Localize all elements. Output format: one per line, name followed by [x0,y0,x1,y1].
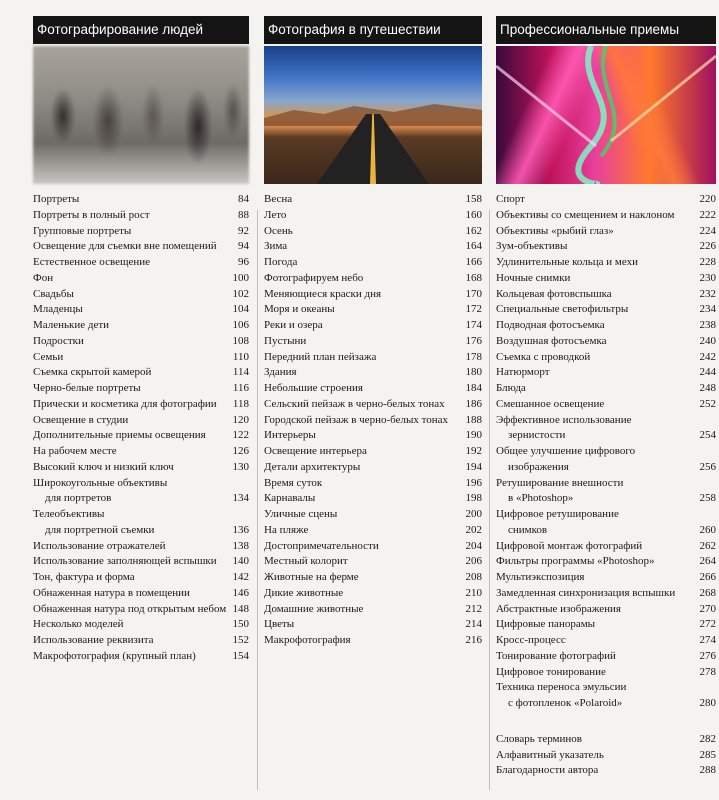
toc-entry-label: Фотографируем небо [264,271,364,284]
toc-entry-label: Освещение интерьера [264,445,367,457]
toc-entry-label: Животные на ферме [264,571,359,583]
toc-entry-label: Прически и косметика для фотографии [33,397,217,410]
toc-entry-page: 158 [465,193,482,205]
toc-entry [33,397,249,413]
toc-entry-label: Погода [264,256,298,268]
toc-entry-label: Портреты в полный рост [33,208,150,221]
toc-entry [264,586,482,602]
toc-entry [496,617,716,633]
toc-entry-label: Маленькие дети [33,319,110,331]
toc-entry-page: 102 [232,287,249,300]
toc-entry-label: Уличные сцены [264,508,338,520]
toc-entry-label: Телеобъективы [33,508,105,520]
toc-entry-label: Алфавитный указатель [496,748,604,761]
toc-entry [496,334,716,350]
toc-entry-page: 224 [699,224,716,237]
toc-entry [264,460,482,476]
toc-entry-label: Освещение для съемки вне помещений [33,240,217,253]
toc-entry [264,523,482,539]
toc-entry-page: 110 [232,350,249,363]
column-travel [264,16,482,649]
toc-entry-label: Меняющиеся краски дня [264,287,382,300]
toc-entry-page: 276 [699,649,716,662]
toc-entry-label: Использование реквизита [33,634,154,646]
toc-entry [496,350,716,366]
toc-entry [496,633,716,649]
toc-entry [33,460,249,476]
toc-entry-page: 84 [238,193,249,205]
toc-entry [264,255,482,271]
toc-entry [496,302,716,318]
toc-entry [496,680,716,712]
toc-entry-page: 154 [232,649,249,662]
toc-entry [33,208,249,224]
toc-entry-page: 114 [232,366,249,379]
toc-entry [496,365,716,381]
toc-entry [264,271,482,287]
toc-entry-page: 200 [465,508,482,520]
toc-entry-label: На рабочем месте [33,445,117,457]
toc-entry-label: Макрофотография [264,634,351,646]
toc-entry-label: Эффективное использование [496,413,632,426]
toc-entry-page: 254 [699,429,716,442]
toc-entry-label-cont: зернистости [508,429,566,442]
toc-entry [264,633,482,649]
toc-entry [496,224,716,240]
toc-entry-label: Подростки [33,334,84,347]
toc-entry-label: Съемка с проводкой [496,350,591,363]
toc-entry [264,602,482,618]
toc-entry-page: 242 [699,350,716,363]
toc-entry [33,554,249,570]
toc-entry-page: 270 [699,602,716,615]
toc-entry [33,428,249,444]
toc-entry [33,381,249,397]
toc-entry-page: 96 [238,256,249,268]
toc-entry [496,554,716,570]
toc-entry [264,428,482,444]
toc-entry [33,192,249,208]
toc-entry [33,617,249,633]
toc-entry-page: 190 [465,429,482,442]
toc-entry-page: 106 [232,319,249,331]
toc-entry [496,539,716,555]
toc-entry-page: 118 [232,397,249,410]
toc-entry-page: 134 [232,492,249,505]
toc-entry-page: 160 [465,208,482,221]
toc-entry-page: 258 [699,492,716,505]
toc-entry-page: 142 [232,571,249,583]
toc-entry [496,397,716,413]
column-divider [257,210,258,790]
toc-entry-page: 186 [465,397,482,410]
toc-entry [33,507,249,539]
toc-entry-label: На пляже [264,523,309,536]
desert-road-photo [264,46,482,184]
toc-entry [264,208,482,224]
toc-entry-page: 228 [699,256,716,268]
toc-entry [264,239,482,255]
toc-entry [264,617,482,633]
toc-entry-label: Цветы [264,618,295,631]
toc-entry-page: 232 [699,287,716,300]
toc-entry-label: Макрофотография (крупный план) [33,649,196,662]
toc-entry-page: 252 [699,397,716,410]
toc-entry [496,239,716,255]
toc-entry-page: 168 [465,271,482,284]
section-title: Фотографирование людей [33,16,249,44]
toc-entry-page: 240 [699,334,716,347]
toc-entry-page: 278 [699,665,716,678]
road-illustration [264,46,482,184]
toc-entry [264,491,482,507]
toc-entry-label: Домашние животные [264,602,364,615]
toc-entry-label: Лето [264,208,287,221]
toc-entry-page: 180 [465,366,482,379]
toc-entry-label: Цифровое ретуширование [496,508,619,520]
toc-entry-label: Цифровое тонирование [496,665,606,678]
toc-entry-label: Свадьбы [33,287,74,300]
toc-entry [496,208,716,224]
toc-entry [264,397,482,413]
toc-entry-page: 272 [699,618,716,631]
toc-entry-label: Благодарности автора [496,764,599,777]
column-people [33,16,249,665]
toc-entry-label: Время суток [264,476,323,489]
toc-entry-page: 122 [232,429,249,442]
toc-entry-label: Замедленная синхронизация вспышки [496,586,676,599]
toc-entry-label-cont: в «Photoshop» [508,492,574,505]
toc-entry-label: Дикие животные [264,586,344,599]
toc-entry [496,732,716,748]
toc-entry-page: 202 [465,523,482,536]
toc-entry-label: Кросс-процесс [496,634,566,646]
toc-entry-page: 285 [699,748,716,761]
toc-entry-page: 198 [465,492,482,505]
toc-entry-page: 94 [238,240,249,253]
toc-entry-label: Фон [33,271,54,284]
column-professional [496,16,716,779]
toc-entry [33,224,249,240]
toc-entry [496,602,716,618]
toc-entry-page: 260 [699,523,716,536]
toc-entry-page: 162 [465,224,482,237]
toc-entry [33,350,249,366]
toc-entry-page: 152 [232,634,249,646]
toc-entry-label: Здания [264,366,297,379]
toc-entry [33,302,249,318]
toc-entry [264,539,482,555]
toc-entry [264,318,482,334]
toc-entry-label-cont: для портретной съемки [45,523,155,536]
toc-entry [33,444,249,460]
toc-entry-page: 288 [699,764,716,777]
toc-entry-label: Общее улучшение цифрового [496,445,636,457]
toc-entry-page: 88 [238,208,249,221]
toc-entry-label: Местный колорит [264,555,348,568]
toc-entry-page: 244 [699,366,716,379]
toc-entry-page: 166 [465,256,482,268]
toc-entry-page: 136 [232,523,249,536]
toc-entry-page: 238 [699,319,716,331]
toc-entry-page: 248 [699,382,716,394]
toc-entry [264,413,482,429]
toc-entry-label: Несколько моделей [33,618,124,631]
toc-entry [264,287,482,303]
toc-entry-label: Реки и озера [264,319,323,331]
toc-entry-label: Удлинительные кольца и мехи [496,256,638,268]
toc-entry-label: Дополнительные приемы освещения [33,429,206,442]
toc-entry-page: 282 [699,732,716,745]
toc-entry-label: Городской пейзаж в черно-белых тонах [264,413,449,426]
toc-entry-page: 226 [699,240,716,253]
toc-entry-label: Широкоугольные объективы [33,476,168,489]
toc-entry-page: 212 [465,602,482,615]
toc-entry-page: 126 [232,445,249,457]
blurred-crowd-photo [33,46,249,184]
toc-entry [33,649,249,665]
toc-entry-page: 210 [465,586,482,599]
toc-entry [496,444,716,476]
toc-entry-label: Групповые портреты [33,224,132,237]
toc-entry-page: 280 [699,697,716,709]
toc-entry-page: 262 [699,539,716,552]
toc-entry-label: Достопримечательности [264,539,379,552]
toc-entry [496,476,716,508]
toc-entry-label: Фильтры программы «Photoshop» [496,555,655,568]
toc-entry-page: 92 [238,224,249,237]
toc-entry-label: Воздушная фотосъемка [496,334,607,347]
toc-entry-page: 120 [232,413,249,426]
toc-entry [33,255,249,271]
toc-entry-label-cont: с фотопленок «Polaroid» [508,697,623,709]
toc-entry [264,350,482,366]
toc-entry-label: Блюда [496,382,526,394]
toc-entry-label: Ретуширование внешности [496,476,624,489]
toc-entry [33,334,249,350]
toc-entry-label: Абстрактные изображения [496,602,621,615]
toc-entry-page: 176 [465,334,482,347]
toc-entry-label: Освещение в студии [33,413,129,426]
toc-entry [264,476,482,492]
toc-entry-page: 150 [232,618,249,631]
toc-entry [33,602,249,618]
toc-entry-label: Сельский пейзаж в черно-белых тонах [264,397,445,410]
toc-entry-page: 104 [232,303,249,316]
toc-entry-page: 192 [465,445,482,457]
toc-entry-page: 204 [465,539,482,552]
toc-entry-label: Небольшие строения [264,382,363,394]
toc-entry [496,649,716,665]
toc-entry-label: Карнавалы [264,492,316,505]
toc-entry-page: 178 [465,350,482,363]
toc-entry-page: 140 [232,555,249,568]
toc-entry [264,570,482,586]
toc-entry-label: Цифровой монтаж фотографий [496,539,643,552]
toc-entry [496,381,716,397]
toc-entry-label: Зум-объективы [496,240,568,253]
toc-entry [33,287,249,303]
toc-entry-label-cont: изображения [508,460,569,473]
toc-entry-page: 220 [699,193,716,205]
toc-entry-page: 148 [232,602,249,615]
toc-entry-label: Тон, фактура и форма [33,571,135,583]
toc-entry [33,365,249,381]
toc-entry-page: 146 [232,586,249,599]
toc-entry-label: Кольцевая фотовспышка [496,287,612,300]
toc-entry-label: Техника переноса эмульсии [496,681,627,694]
toc-entry-page: 274 [699,634,716,646]
toc-entry-page: 188 [465,413,482,426]
toc-entry [264,507,482,523]
back-matter-list [496,732,716,779]
toc-entry [264,365,482,381]
toc-entry [496,507,716,539]
toc-entry [264,192,482,208]
toc-entry [496,586,716,602]
toc-entry [496,413,716,445]
toc-entry-page: 108 [232,334,249,347]
toc-entry [33,318,249,334]
toc-entry-page: 208 [465,571,482,583]
toc-entry [264,444,482,460]
light-trails-photo [496,46,716,184]
toc-entry [264,224,482,240]
toc-entry-page: 256 [699,460,716,473]
toc-list [496,192,716,712]
toc-entry [264,381,482,397]
toc-entry-label: Цифровые панорамы [496,618,596,631]
toc-entry-page: 172 [465,303,482,316]
toc-entry [264,554,482,570]
toc-entry [496,318,716,334]
toc-entry-label: Интерьеры [264,429,316,442]
section-title: Фотография в путешествии [264,16,482,44]
toc-entry-label: Семьи [33,350,64,363]
toc-entry-label: Черно-белые портреты [33,382,141,394]
toc-entry-page: 222 [699,208,716,221]
toc-entry-label: Пустыни [264,334,307,347]
toc-entry-page: 214 [465,618,482,631]
toc-entry [496,748,716,764]
toc-entry-label: Смешанное освещение [496,397,605,410]
toc-entry-label-cont: для портретов [45,492,112,505]
toc-entry-page: 234 [699,303,716,316]
toc-entry-page: 194 [465,460,482,473]
toc-entry-page: 174 [465,319,482,331]
toc-entry-page: 116 [232,382,249,394]
toc-entry [264,334,482,350]
toc-entry-page: 216 [465,634,482,646]
toc-entry [496,192,716,208]
toc-entry-label: Тонирование фотографий [496,649,616,662]
toc-entry-label: Спорт [496,193,525,205]
toc-entry [496,271,716,287]
toc-entry [496,287,716,303]
toc-entry [496,665,716,681]
toc-entry-label: Портреты [33,193,80,205]
light-trails-illustration [496,46,716,184]
toc-entry [33,570,249,586]
toc-entry [496,763,716,779]
toc-entry-page: 170 [465,287,482,300]
toc-entry-label: Обнаженная натура под открытым небом [33,602,227,615]
toc-entry-label: Словарь терминов [496,732,582,745]
toc-entry-label: Младенцы [33,303,83,316]
toc-entry-page: 264 [699,555,716,568]
column-divider [489,210,490,790]
toc-entry-label: Съемка скрытой камерой [33,366,152,379]
toc-entry-label: Мультиэкспозиция [496,571,585,583]
toc-entry-page: 206 [465,555,482,568]
toc-entry [496,255,716,271]
toc-entry [33,271,249,287]
toc-entry-label: Моря и океаны [264,303,335,316]
toc-entry [496,570,716,586]
toc-entry-page: 230 [699,271,716,284]
section-title: Профессиональные приемы [496,16,716,44]
toc-entry-label: Натюрморт [496,366,550,379]
toc-entry-page: 164 [465,240,482,253]
toc-entry-label: Детали архитектуры [264,460,361,473]
toc-entry [33,476,249,508]
toc-entry-label: Естественное освещение [33,256,150,268]
toc-entry [33,586,249,602]
toc-entry-label: Использование отражателей [33,539,166,552]
toc-entry-page: 268 [699,586,716,599]
toc-entry-label: Весна [264,193,293,205]
toc-entry-label: Специальные светофильтры [496,303,629,316]
toc-entry-label: Зима [264,240,288,253]
toc-entry-label: Объективы со смещением и наклоном [496,208,675,221]
toc-entry-page: 266 [699,571,716,583]
toc-entry-label: Обнаженная натура в помещении [33,586,190,599]
toc-entry [33,413,249,429]
toc-entry [33,633,249,649]
toc-entry-label: Осень [264,224,293,237]
toc-entry-page: 196 [465,476,482,489]
toc-entry-label: Высокий ключ и низкий ключ [33,460,174,473]
toc-entry [264,302,482,318]
toc-list [33,192,249,665]
toc-entry-page: 138 [232,539,249,552]
toc-entry-label-cont: снимков [508,523,548,536]
toc-entry-label: Ночные снимки [496,271,571,284]
toc-entry [33,539,249,555]
toc-entry-label: Использование заполняющей вспышки [33,555,217,568]
toc-entry-page: 130 [232,460,249,473]
toc-entry-label: Объективы «рыбий глаз» [496,224,614,237]
toc-entry-label: Подводная фотосъемка [496,319,605,331]
toc-entry-page: 100 [232,271,249,284]
toc-entry-page: 184 [465,382,482,394]
toc-entry-label: Передний план пейзажа [264,350,377,363]
toc-list [264,192,482,649]
toc-entry [33,239,249,255]
